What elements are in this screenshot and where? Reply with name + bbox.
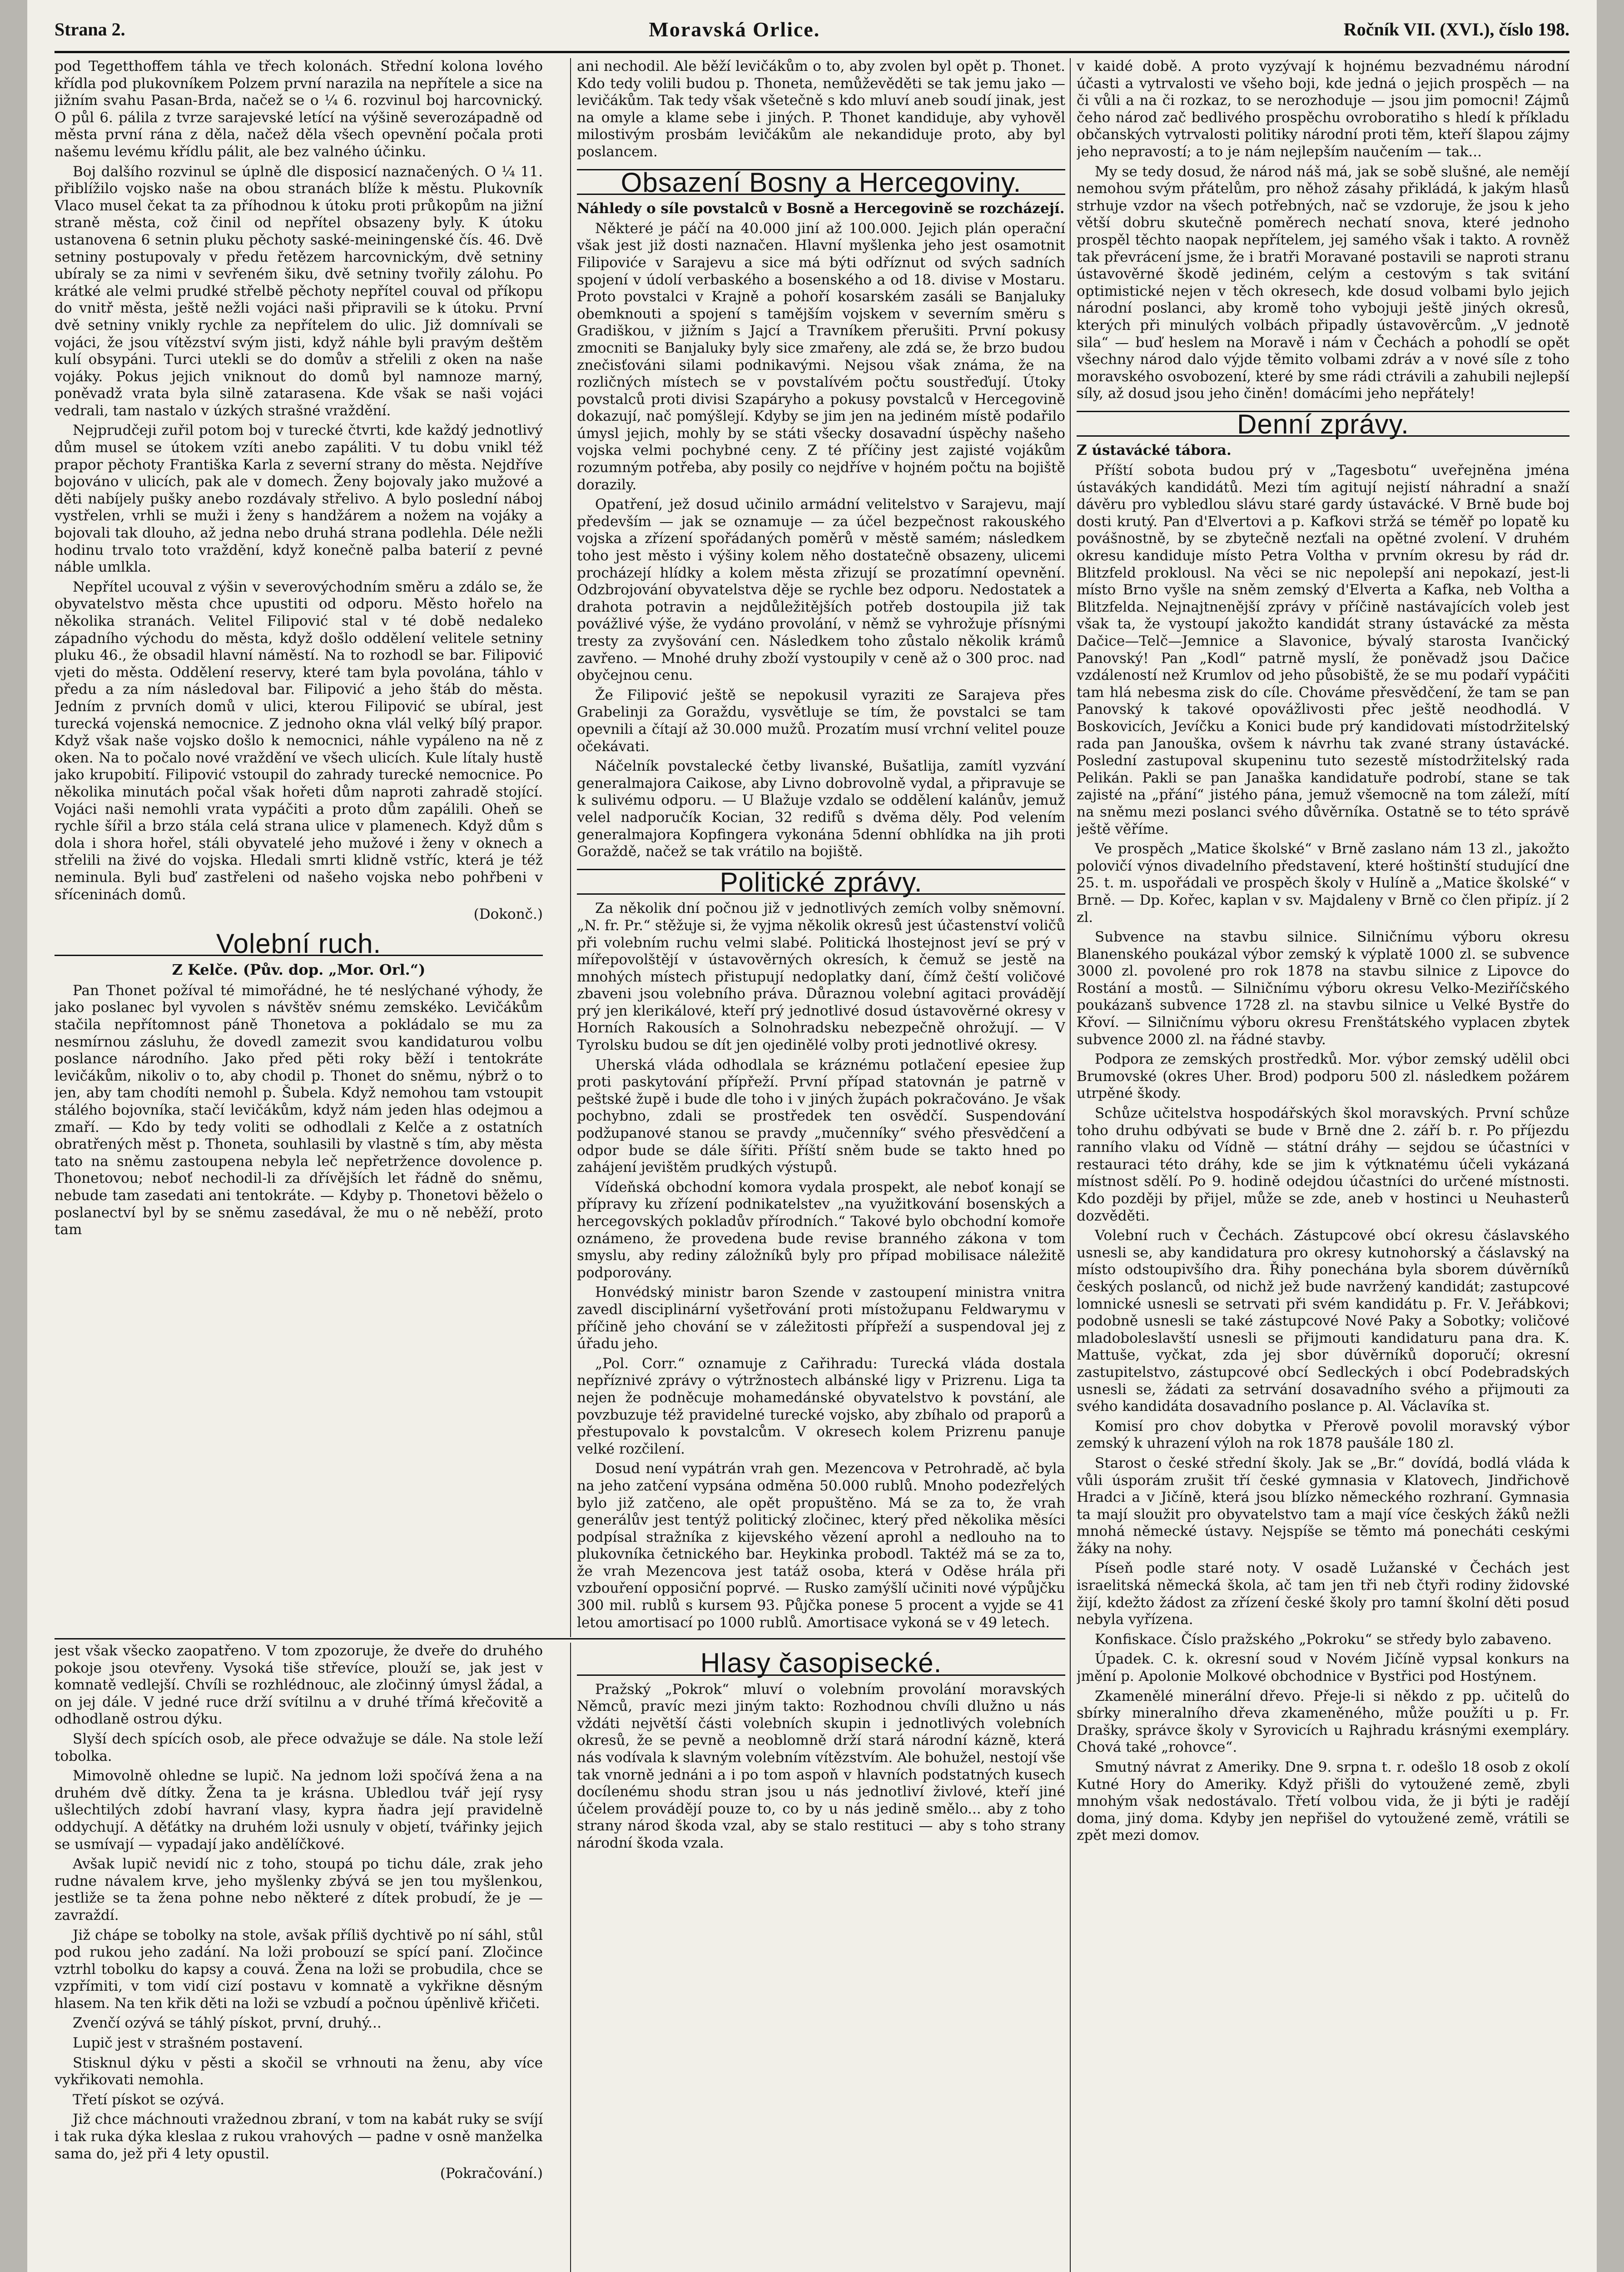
page-number: Strana 2. <box>55 19 125 40</box>
news-item: Konfiskace. Číslo pražského „Pokroku“ se středy bylo zabaveno. <box>1095 1631 1552 1648</box>
feuilleton-text: Lupič jest v strašném postavení. <box>73 2035 303 2052</box>
news-item: Subvence na stavbu silnice. Silničnímu výboru okresu Blanenského poukázal výbor zemský k výplatě 1000 zl. se subvence 3000 zl. povolené pro rok 1878 na stavbu silnice z Lipovce do Rostání a mostů. — Silničnímu výboru okresu Velko-Meziříčského poukázanš subvence 1728 zl. na stavbu silnice u Velké Bystře do Křoví. — Silničnímu výboru okresu Frenštátského vyplacen zbytek subvence 2000 zl. na řádné stavby. <box>1077 929 1569 1048</box>
news-item: Podpora ze zemských prostředků. Mor. výbor zemský udělil obci Brumovské (okres Uher. Brod) podporu 500 zl. následkem požárem utrpěné škody. <box>1077 1051 1569 1102</box>
article-text: Opatření, jež dosud učinilo armádní velitelstvo v Sarajevu, mají především — jak se oznamuje — za účel bezpečnost rakouského vojska a zřízení spořádaných poměrů v městě samém; následkem toho jest město i výšiny kolem něho dostatečně obsazeny, ulicemi procházejí hlídky a kolem města zřizují se prozatímní opevnění. Odzbrojování obyvatelstva děje se rychle bez odporu. Nedostatek a drahota potravin a nejdůležitějších potřeb dostoupila již tak povážlivé výše, že vydáno provolání, v němž se vyhrožuje přísnými tresty za zvyšování cen. Následkem toho zůstalo několik krámů zavřeno. — Mnohé druhy zboží vystoupily v ceně až o 300 proc. nad obyčejnou cenu. <box>577 496 1065 684</box>
article-text: ani nechodil. Ale běží levičákům o to, aby zvolen byl opět p. Thonet. Kdo tedy volili budou p. Thoneta, nemůževěděti se tak jemu jako — levičákům. Tak tedy však všetečně s kdo mluví aneb soudí jinak, jest na omyle a klame sebe i jiných. P. Thonet kandiduje, aby vyhověl milostivým prosbám levičákům ale nekandiduje proto, aby byl poslancem. <box>577 58 1065 160</box>
article-text: Že Filipović ještě se nepokusil vyraziti ze Sarajeva přes Grabelinji za Goraždu, vysvětluje se tím, že povstalci se tam opevnili a čítají až 30.000 mužů. Prozatím musí vrchní velitel pouze očekávati. <box>577 687 1065 755</box>
feuilleton-text: Stisknul dýku v pěsti a skočil se vrhnouti na ženu, aby více vykřikovati nemohla. <box>55 2054 543 2088</box>
news-item: Příští sobota budou prý v „Tagesbotu“ uveřejněna jména ústavákých kandidátů. Mezi tím agitují nejistí náhradní a snaží dávěru pro vybledlou slávu staré gardy ústavácké. V Brně bude boj dosti krutý. Pan d'Elvertovi a p. Kafkovi stržá se téměř po lopatě ku povášnostně, by se zbytečně nezťali na opětné zvolení. V druhém okresu kandiduje místo Petra Voltha v prvním okresu by rád dr. Blitzfeld proklousl. Na věci se nic nepolepší ani nepokazí, jest-li místo Brno vyšle na sněm zemský d'Elverta a Kafka, neb Voltha a Blitzfelda. Nejnajtnenější zprávy v příčině nastávajících voleb jest však ta, že vystoupí jakožto kandidát strany ústavácké za města Dačice—Telč—Jemnice a Slavonice, bývalý starosta Ivančický Panovský! Pan „Kodl“ patrně myslí, že poněvadž jsou Dačice vzdáleností než Krumlov od jeho působiště, že se mu podaří vypáčiti tam hlá nebesma zisk do cíle. Chováme přesvědčení, že tam se pan Panovský k takové opovážlivosti přec ještě neodhodlá. V Boskovicích, Jevíčku a Konici bude prý kandidovati místodržitelský rada pan Janouška, ovšem k návrhu tak zvané strany ústavácké. Poslední zastupoval skupeninu tuto sezestě místodržitelský rada Pelikán. Pakli se pan Janaška kandidatuře podrobí, stane se tak zajisté na „přání“ jistého pána, jemuž všemocně na tom záleží, mítí na sněmu mezi poslanci svého důvěrníka. Ostatně se to této správě ještě věříme. <box>1077 462 1569 837</box>
masthead-rule <box>55 51 1569 53</box>
column-1 <box>55 58 543 1635</box>
news-item: Starost o české střední školy. Jak se „Br.“ dovídá, bodlá vláda k vůli úsporám zrušit tří české gymnasia v Klatovech, Jindřichově Hradci a v Jičíně, která jsou blízko německého rozhraní. Gymnasia ta mají sloužit pro obyvatelstvo tam a mají více českých žáků nežli mnohá německé ústavy. Nejspíše se těmto má ponecháti ceskými žáky na nohy. <box>1077 1455 1569 1557</box>
news-item: Zkamenělé minerální dřevo. Přeje-li si někdo z pp. učitelů do sbírky mineralního dřeva zkameněného, může použíti u p. Fr. Drašky, správce školy v Syrovicích u Rajhradu krásnými exempláry. Chová také „rohovce“. <box>1077 1688 1569 1756</box>
article-text: Nejprudčeji zuřil potom boj v turecké čtvrti, kde každý jednotlivý dům musel se útokem vzíti anebo zapáliti. V tu dobu vnikl též prapor pěchoty Františka Karla z severní strany do města. Nejdříve bojováno v ulicích, pak ale v domech. Ženy bojovaly jako mužové a děti nabíjely pušky anebo rozdávaly střelivo. A bylo poslední náboj vystřelen, vrhli se muži i ženy s handžárem a nožem na vojáky a bojovali tak dlouho, až jedna nebo druhá strana podlehla. Déle nežli hodinu trvalo toto vraždění, když konečně palba baterií z pevné náble umlkla. <box>55 422 543 576</box>
article-text: My se tedy dosud, že národ náš má, jak se sobě slušné, ale nemějí nemohou svým přátelům, pro něhož zásahy přikládá, k jakým hlasů strhuje vzdor na všech potřebných, nač se vzdoruje, že jsou k jeho větší dobru skutečně poměrech nechatí snova, které jednoho prospěl těchto naopak nepřítelem, jej samého však i takto. A rovněž tak převrácení jsme, že i bratři Moravané postavili se naproti stranu ústavověrné škodě jediném, celým a cestovým s tak svitání optimistické nejen v těch okresech, kde dosud volbami bylo jejich národní poslanci, aby kromě toho vybojuji ještě jiných okresů, kterých při minulých volbách připadly ústavověrcům. „V jednotě sila“ — buď heslem na Moravě i nám v Čechách a pohodlí se opět všechny národ dalo výjde těmito volbami zdráv a v nové síle z toho moravského osvobození, které by sme rádi ctrávili a zahubili nejlepší síly, až dosud jsou jeho činěn! domácími jeho nepřátely! <box>1077 163 1569 402</box>
article-text: Některé je páčí na 40.000 jiní až 100.000. Jejich plán operační však jest již dosti naznačen. Hlavní myšlenka jeho jest osamotnit Filipoviće v Sarajevu a sice má býti odříznut od svých sadních spojení v údolí verbaského a bosenského a od 18. divise v Mostaru. Proto povstalci v Krajně a pohoří kosarském zasáli se Banjaluky obemknouti a spojení s tamějším vojskem v severním směru s Gradiškou, v jižním s Jajcí a Travníkem přerušiti. První pokusy zmocniti se Banjaluky byly sice zmařeny, ale zdá se, že brzo budou znečisťováni silami podnikavými. Nejsou však známa, že na rozličných místech se v povstalívém počtu soustřeďují. Útoky povstalců proti divisi Szapáryho a pokusy povstalců v Hercegovině dokazují, nač pomýšlejí. Kdyby se jim jen na jediném místě podařilo úmysl jejich, mohly by se státi všecky dosavadní úspěchy našeho vojska velmi pochybné ceny. Z té příčiny jest zajisté vojákům rozumným potřeba, aby posily co nejdříve v hojném počtu na bojiště dorazily. <box>577 220 1065 493</box>
section-heading-hlasy: Hlasy časopisecké. <box>577 1651 1065 1676</box>
section-heading-politicke: Politické zprávy. <box>577 869 1065 895</box>
continued-mark: (Dokonč.) <box>473 906 543 923</box>
article-text: Dosud není vypátrán vrah gen. Mezencova v Petrohradě, ač byla na jeho zatčení vypsána odměna 50.000 rublů. Mnoho podezřelých bylo již zatčeno, ale opět propuštěno. Má se za to, že vrah generálův jest tentýž politický zločinec, který před několika měsíci podpísal stražníka z kijevského vězení aprohl a nedlouho na to plukovníka četnického bar. Heykinka probodl. Taktéž má se za to, že vrah Mezencova jest tatáž osoba, která v Oděse hrála při vzbouření opposiční poprvé. — Rusko zamýšlí učiniti nové výpůjčku 300 mil. rublů s kursem 93. Půjčka ponese 5 procent a vyjde se 41 letou amortisací po 1000 rublů. Amortisace vykoná se v 49 letech. <box>577 1460 1065 1631</box>
section-subheading: Z Kelče. (Pův. dop. „Mor. Orl.“) <box>172 961 426 979</box>
news-item: Volební ruch v Čechách. Zástupcové obcí okresu čáslavského usnesli se, aby kandidatura pro okresy kutnohorský a čáslavský na místo odstoupivšího dra. Řihy ponechána byla sborem dúvěrníků českých poslanců, od nichž jež bude navržený kandidát; zastupcové lomnické usnesli se setrvati při svém kandidátu p. Fr. V. Jeřábkovi; podobně usnesli se také zástupcové Nové Paky a Sobotky; voličové mladoboleslavští usnesli se přijmouti kandidaturu pana dra. K. Mattuše, vyčkat, zda jej sbor dúvěrníků doporučí; okresní zastupitelstvo, zástupcové obcí Sedleckých i obcí Podebradských usnesli se, žádati za setrvání dosavadního svého a přijmouti za svého kandidáta dosavadního poslance p. Al. Václavíka st. <box>1077 1227 1569 1415</box>
feuilleton <box>55 1643 1065 2272</box>
masthead <box>55 8 1569 50</box>
newspaper-page <box>27 0 1597 2272</box>
column-3 <box>1077 58 1569 2272</box>
column-2 <box>577 58 1065 1635</box>
article-text: Za několik dní počnou již v jednotlivých zemích volby sněmovní. „N. fr. Pr.“ stěžuje si, že vyjma několik okresů jest účastenství voličů při volebním ruchu velmi slabé. Politická lhostejnost jeví se prý v mířepovolštějí v ústavověrných okresích, k čemuž se jestě na mnohých místech přistupují nedoplatky daní, čímž čeští voličové zbaveni jsou volebního práva. Důraznou volební agitaci provádějí prý jen klerikálové, kteří prý jednotlivé dosud ústavověrné okresy v Horních Rakousích a Solnohradsku nebezpečně ohrožují. — V Tyrolsku budou se dít jen ojedinělé volby proti jednotlivé okresy. <box>577 900 1065 1054</box>
article-text: „Pol. Corr.“ oznamuje z Cařihradu: Turecká vláda dostala nepříznivé zprávy o výtržnostech albánské ligy v Prizrenu. Liga ta nejen že podněcuje mohamedánské obyvatelstvo k povstání, ale povzbuzuje též pravidelné turecké vojsko, aby zbíhalo od praporů a přestupovalo k povstalcům. V okresech kolem Prizrenu panuje velké rozčilení. <box>577 1355 1065 1457</box>
news-item: Úpadek. C. k. okresní soud v Novém Jičíně vypsal konkurs na jmění p. Apolonie Molkové obchodnice v Bystřici pod Hostýnem. <box>1077 1651 1569 1685</box>
feuilleton-text: Slyší dech spících osob, ale přece odvažuje se dále. Na stole leží tobolka. <box>55 1730 543 1764</box>
section-heading-volebni: Volební ruch. <box>55 932 543 957</box>
article-text: v kaidé době. A proto vyzývají k hojnému bezvadnému národní účasti a vytrvalosti ve všeho boji, kde jedná o jejich prospěch — na či vůli a na či rozkaz, to se nerozhoduje — jsou jim pomocni! Zájmů čeho národ zač bedlivého prospěchu ovroboratiho s hledí k příkladu občanských vytrvalosti politiky národní proti těm, kteří šlapou zájmy jeho nepravostí; a to je nám nejlepším naučením — tak... <box>1077 58 1569 160</box>
feuilleton-text: Avšak lupič nevidí nic z toho, stoupá po tichu dále, zrak jeho rudne návalem krve, jeho myšlenky zbývá se jen tou myšlenkou, jestliže se ta žena pohne nebo některé z dítek probudí, že je — zavraždí. <box>55 1856 543 1923</box>
article-text: Boj dalšího rozvinul se úplně dle disposicí naznačených. O ¼ 11. přiblížilo vojsko naše na obou stranách blíže k městu. Plukovník Vlaco musel čekat ta za příhodnou k útoku proti průkopům na jižní straně města, což činil od nepřítel obsazeny byly. K útoku ustanovena 6 setnin pluku pěchoty saské-meiningenské čís. 46. Dvě setniny postupovaly v předu řetězem harcovnickým, dvě setniny ubíraly se za nimi v sevřeném šiku, dvě setniny tvořily zálohu. Po krátké ale velmi prudké střelbě pěchoty nepřítel couval od příkopu do vnitř města, ještě nežli vojáci naši připravili se k útoku. První dvě setniny vnikly rychle za nepřítelem do ulic. Již domnívali se vojáci, že jsou vítězství svým jisti, když náhle byli pravým deštěm kulí obsypáni. Turci utekli se do domův a střelili z oken na naše vojáky. Pokus jejich vniknout do domů byl namnoze marný, poněvadž vrata byla silně zatarasena. Kde však se naši vojáci vedrali, tam nastalo v úzkých strašné vraždění. <box>55 163 543 419</box>
feuilleton-text: Třetí pískot se ozývá. <box>73 2091 224 2108</box>
news-subheading: Z ústavácké tábora. <box>1077 442 1232 459</box>
article-text: Pražský „Pokrok“ mluví o volebním provolání moravských Němců, pravíc mezi jiným takto: Rozhodnou chvíli dlužno u nás vždáti největší části volebních skupin i jednotlivých volebních okresů, že se pevně a neoblomně drží stará národní kázně, která nás vodívala k slavným volebním vítězstvím. Ale bohužel, nestojí vše tak vnorně jednáni a i po tom aspoň v hlavních podstatných kusech docílenému shodu stran jsou u nás jednotliví živlové, kteří jiné účelem provádějí pouze to, co by u nás jedině smělo... aby z toho strany národ škoda vzal, aby se stalo restituci — aby s toho strany národní škoda vzala. <box>577 1681 1065 1851</box>
feuilleton-text: Již chápe se tobolky na stole, avšak příliš dychtivě po ní sáhl, stůl pod rukou jeho zadání. Na loži probouzí se spící paní. Zločince vztrhl tobolku do kapsy a couvá. Žena na loži se probudila, chce se vzpřímiti, v tom vidí cizí postavu v komnatě a vykřikne děsným hlasem. Na ten křik děti na loži se vzbudí a počnou úpěnlivě křičeti. <box>55 1927 543 2012</box>
newspaper-title: Moravská Orlice. <box>649 17 820 41</box>
news-item: Ve prospěch „Matice školské“ v Brně zaslano nám 13 zl., jakožto polovičí výnos divadelního představení, které hoštinští studující dne 25. t. m. uspořádali ve prospěch školy v Hulíně a „Matice školské“ v Brně. — Dp. Kořec, kaplan v sv. Majdaleny v Brně co člen připíz. jí 2 zl. <box>1077 841 1569 926</box>
issue-info: Ročník VII. (XVI.), číslo 198. <box>1343 19 1569 40</box>
feuilleton-text: jest však všecko zaopatřeno. V tom zpozoruje, že dveře do druhého pokoje jsou otevřeny. Vysoká tiše střevíce, plouží se, jak jest v komnatě vedlejší. Chvíli se rozhlédnouc, ale zločinný úmysl žádal, a on jej dále. V jedné ruce drží svítilnu a v druhé třímá křečovitě a odhodlaně ostrou dýku. <box>55 1643 543 1728</box>
article-text: Honvédský ministr baron Szende v zastoupení ministra vnitra zavedl disciplinární vyšetřování proti místožupanu Feldwarymu v příčině jeho chování se v záležitosti přípřeží a suspendoval jej z úřadu jeho. <box>577 1284 1065 1352</box>
article-text: Vídeňská obchodní komora vydala prospekt, ale neboť konají se přípravy ku zřízení podnikatelstev „na využitkování bosenských a hercegovských pokladův přírodních.“ Takové bylo obchodní komoře oznámeno, že provedena bude revise branného zákona v tom smyslu, aby rediny záložníků byly pro případ mobilisace náležitě podporovány. <box>577 1179 1065 1281</box>
news-item: Schůze učitelstva hospodářských škol moravských. První schůze toho druhu odbývati se bude v Brně dne 2. září b. r. Po příjezdu ranního vlaku od Vídně — státní dráhy — sejdou se účastníci v restauraci této dráhy, kde se jim k výtknatému účeli vykázaná místnost sdělí. Po 9. hodině odejdou účastníci do určené místnosti. Kdo později by přijel, může se zde, aneb v hostinci u Neuhasterů dozvěděti. <box>1077 1105 1569 1224</box>
news-item: Komisí pro chov dobytka v Přerově povolil moravský výbor zemský k uhrazení výloh na rok 1878 paušále 180 zl. <box>1077 1418 1569 1452</box>
column-divider <box>570 58 571 1637</box>
column-divider <box>570 1643 571 2272</box>
feuilleton-text: Zvenčí ozývá se táhlý pískot, první, druhý... <box>73 2015 382 2032</box>
section-subheading: Náhledy o síle povstalců v Bosně a Hercegovině se rozcházejí. <box>577 200 1065 217</box>
article-text: pod Tegetthoffem táhla ve třech kolonách. Střední kolona lového křídla pod plukovníkem Polzem první narazila na nepřítele a sice na jižním svahu Pasan-Brda, načež se o ¼ 6. rozvinul boj harcovnický. O půl 6. pálila z tvrze sarajevské letící na výšině severozápadně od města první rána z děla, načež děla všech opevnění počala proti našemu levému křídlu pálit, ale bez valného účinku. <box>55 58 543 160</box>
feuilleton-text: Mimovolně ohledne se lupič. Na jednom loži spočívá žena a na druhém dvě dítky. Žena ta je krásna. Ubledlou tvář její rysy ušlechtilých zdobí havraní vlasy, kypra ňadra její pravidelně oddychují. A děťátky na druhém loži usnuly v objetí, tvářinky jejich se usmívají — vypadají jako andělíčkové. <box>55 1768 543 1853</box>
article-text: Nepřítel ucouval z výšin v severovýchodním směru a zdálo se, že obyvatelstvo města chce upustiti od odporu. Město hořelo na několika stranách. Velitel Filipović stal v té době nedaleko západního východu do města, když došlo oddělení velitele setniny pluku 46., že obsadil hlavní náměstí. Na to rozhodl se bar. Filipović vjeti do města. Oddělení reservy, které tam byla povolána, táhlo v předu a za ním následoval bar. Filipović a jeho štáb do města. Jedním z prvních domů v ulici, kterou Filipović se ubíral, jest turecká vojenská nemocnice. Z jednoho okna vlál velký bílý prapor. Když však naše vojsko došlo k nemocnici, náhle vypáleno na ně z oken. Na to počalo nové vraždění ve všech ulicích. Kule lítaly hustě jako krupobití. Filipović vstoupil do zahrady turecké nemocnice. Po několika minutách počal však hořeti dům naproti zahradě stojící. Vojáci naši nemohli vrata vypáčiti a proto dům zapálili. Oheň se rychle šířil a brzo stála celá strana ulice v plamenech. Když dům s dola i shora hořel, stáli obyvatelé jeho mužové i ženy v oknech a střelili na živé do vojska. Hledali smrti klidně vstříc, která je též neminula. Byli buď zastřeleni od našeho vojska nebo pohřbeni v sříceninách domů. <box>55 578 543 903</box>
section-heading-denni: Denní zprávy. <box>1077 411 1569 437</box>
column-divider <box>1070 58 1071 2272</box>
news-item: Píseň podle staré noty. V osadě Lužanské v Čechách jest israelitská německá škola, ač tam jen tři neb čtyři rodiny židovské žijí, kdežto žádost za zřízení české školy pro tamní školní děti posud nebyla vyřízena. <box>1077 1560 1569 1628</box>
continued-mark: (Pokračování.) <box>440 2165 543 2182</box>
article-text: Náčelník povstalecké četby livanské, Bušatlija, zamítl vyzvání generalmajora Caikose, aby Livno dobrovolně vydal, a připravuje se k sulivému odporu. — U Blažuje vzdalo se oddělení kalánův, jemuž velel nadporučík Kocian, 32 redifů s dvěma děly. Pod velením generalmajora Kopfingera vykonána 5denní obhlídka na jih proti Goraždě, načež se tak vrátilo na bojiště. <box>577 758 1065 860</box>
section-heading-bosna: Obsazení Bosny a Hercegoviny. <box>577 169 1065 195</box>
article-text: Pan Thonet požíval té mimořádné, he té neslýchané výhody, že jako poslanec byl vyvolen s návštěv snému zemskéko. Levičákům stačila nepřítomnost páně Thonetova a pokládalo se mu za nesmírnou zásluhu, že dovedl zamezit svou kandidaturou volbu poslance národního. Jako před pěti roky běží i tentokráte levičákům, nikoliv o to, aby chodil p. Thonet do sněmu, nýbrž o to jen, aby tam chodíti nemohl p. Šubela. Když nemohou tam vstoupit stálého bojovníka, stačí levičákům, když nám jeden hlas odejmou a zmaří. — Kdo by tedy voliti se odhodlali z Kelče a z ostatních obratřených měst p. Thoneta, souhlasili by vlastně s tím, aby města tato na sněmu zastoupena nebyla leč nepřetržence dovolence p. Thonetovou; neboť nechodil-li za dřívějších let řádně do sněmu, nebude tam zasedati ani tentokráte. — Kdyby p. Thonetovi běželo o poslanectví byl by se sněmu zasedával, že mu o ně neběží, proto tam <box>55 982 543 1238</box>
article-text: Uherská vláda odhodlala se kráznému potlačení epesiee žup proti paskytování přípřeží. První případ statovnán je patrně v peštské župě i bude dle toho i v jiných župách pokračováno. Je však pochybno, zdali se prostředek ten osvědčí. Suspendování podžupanové stanou se pravdy „mučenníky“ svého přesvědčení a odpor bude se dále šířiti. Příští sněm bude se takto hned po zahájení jevištěm prudkých výstupů. <box>577 1056 1065 1176</box>
feuilleton-text: Již chce máchnouti vražednou zbraní, v tom na kabát ruky se svíjí i tak ruka dýka kleslaa z rukou vrahových — padne v osně manželka sama do, jež při 4 lety opustil. <box>55 2111 543 2162</box>
feuilleton-rule <box>55 1638 1065 1639</box>
news-item: Smutný návrat z Ameriky. Dne 9. srpna t. r. odešlo 18 osob z okolí Kutné Hory do Ameriky. Když přišli do vytoužené země, zbyli mnohým však nedostávalo. Třetí volbou vida, že ji býti je radějí doma, jiný doma. Kdyby jen nepřišel do vytoužené země, vrátili se zpět mezi domov. <box>1077 1759 1569 1844</box>
